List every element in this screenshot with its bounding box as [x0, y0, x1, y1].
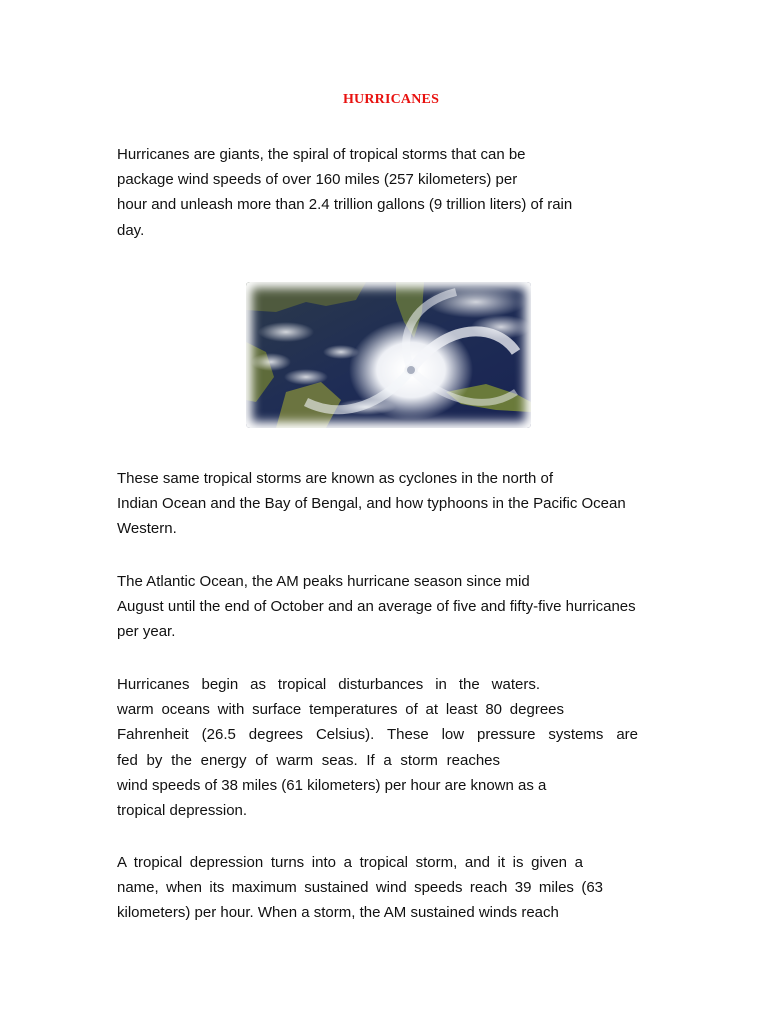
paragraph-line: warm oceans with surface temperatures of at least 80 degrees	[117, 701, 564, 719]
hurricane-satellite-image	[246, 282, 531, 428]
paragraph-season	[117, 569, 657, 645]
paragraph-line: name, when its maximum sustained wind speeds reach 39 miles (63	[117, 879, 603, 897]
paragraph-intro	[117, 142, 657, 243]
paragraph-line: Hurricanes begin as tropical disturbances in the waters.	[117, 676, 540, 693]
paragraph-line: Indian Ocean and the Bay of Bengal, and how typhoons in the Pacific Ocean	[117, 495, 626, 513]
paragraph-line: Hurricanes are giants, the spiral of tropical storms that can be	[117, 146, 526, 163]
paragraph-cyclones	[117, 466, 657, 542]
paragraph-line: Western.	[117, 520, 177, 538]
hurricane-image-svg	[246, 282, 531, 428]
paragraph-line: August until the end of October and an average of five and fifty-five hurricanes	[117, 598, 636, 616]
paragraph-storm	[117, 850, 657, 926]
paragraph-line: fed by the energy of warm seas. If a storm reaches	[117, 751, 500, 769]
paragraph-line: package wind speeds of over 160 miles (257 kilometers) per	[117, 171, 518, 189]
paragraph-line: wind speeds of 38 miles (61 kilometers) per hour are known as a	[117, 776, 547, 794]
paragraph-line: Fahrenheit (26.5 degrees Celsius). These low pressure systems are	[117, 726, 638, 744]
paragraph-line: A tropical depression turns into a tropical storm, and it is given a	[117, 854, 583, 871]
paragraph-line: per year.	[117, 623, 176, 641]
paragraph-formation	[117, 672, 657, 823]
paragraph-line: hour and unleash more than 2.4 trillion gallons (9 trillion liters) of rain	[117, 196, 573, 214]
paragraph-line: These same tropical storms are known as cyclones in the north of	[117, 470, 554, 487]
paragraph-line: day.	[117, 221, 145, 239]
paragraph-line: tropical depression.	[117, 801, 248, 819]
document-title: HURRICANES	[342, 92, 440, 107]
paragraph-line: kilometers) per hour. When a storm, the AM sustained winds reach	[117, 904, 559, 922]
paragraph-line: The Atlantic Ocean, the AM peaks hurricane season since mid	[117, 573, 530, 590]
